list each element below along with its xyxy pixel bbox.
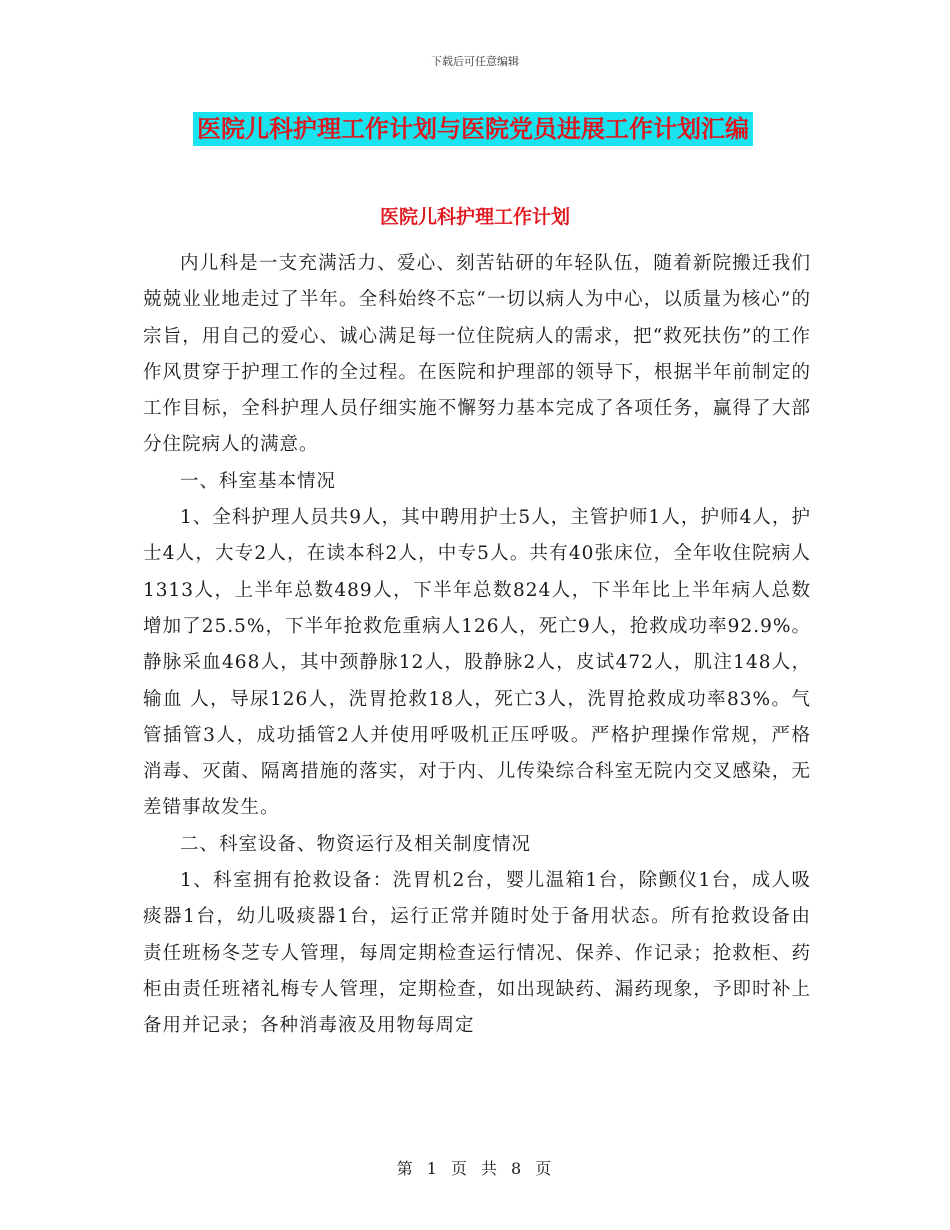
body-paragraph: 1、全科护理人员共9人，其中聘用护士5人，主管护师1人，护师4人，护士4人，大专2人，在读本科2人，中专5人。共有40张床位，全年收住院病人1313人，上半年总数489人，下半年总数824人，下半年比上半年病人总数增加了25.5%，下半年抢救危重病人126人，死亡9人，抢救成功率92.9%。静脉采血468人，其中颈静脉12人，股静脉2人，皮试472人，肌注148人，输血 人，导尿126人，洗胃抢救18人，死亡3人，洗胃抢救成功率83%。气管插管3人，成功插管2人并使用呼吸机正压呼吸。严格护理操作常规，严格消毒、灭菌、隔离措施的落实，对于内、儿传染综合科室无院内交叉感染，无差错事故发生。 — [143, 507, 811, 819]
page-word-end: 页 — [535, 1159, 554, 1178]
page-label-prefix: 第 — [396, 1159, 415, 1178]
current-page-number: 1 — [426, 1159, 439, 1178]
page-word: 页 — [450, 1159, 469, 1178]
total-label-prefix: 共 — [481, 1159, 500, 1178]
subsection-heading: 一、科室基本情况 — [180, 470, 337, 492]
page-header-note: 下载后可任意编辑 — [431, 55, 519, 68]
body-paragraph: 1、科室拥有抢救设备：洗胃机2台，婴儿温箱1台，除颤仪1台，成人吸痰器1台，幼儿吸痰器1台，运行正常并随时处于备用状态。所有抢救设备由责任班杨冬芝专人管理，每周定期检查运行情况、保养、作记录；抢救柜、药柜由责任班褚礼梅专人管理，定期检查，如出现缺药、漏药现象，予即时补上备用并记录；各种消毒液及用物每周定 — [143, 870, 811, 1037]
document-main-title: 医院儿科护理工作计划与医院党员进展工作计划汇编 — [193, 112, 753, 146]
subsection-heading: 二、科室设备、物资运行及相关制度情况 — [180, 833, 532, 855]
total-page-count: 8 — [511, 1159, 524, 1178]
document-body — [143, 246, 811, 1045]
section-title: 医院儿科护理工作计划 — [379, 206, 570, 228]
page-number-footer — [0, 1156, 950, 1179]
body-paragraph: 内儿科是一支充满活力、爱心、刻苦钻研的年轻队伍，随着新院搬迁我们兢兢业业地走过了半年。全科始终不忘“一切以病人为中心，以质量为核心”的宗旨，用自己的爱心、诚心满足每一位住院病人的需求，把“救死扶伤”的工作作风贯穿于护理工作的全过程。在医院和护理部的领导下，根据半年前制定的工作目标，全科护理人员仔细实施不懈努力基本完成了各项任务，赢得了大部分住院病人的满意。 — [143, 253, 811, 456]
